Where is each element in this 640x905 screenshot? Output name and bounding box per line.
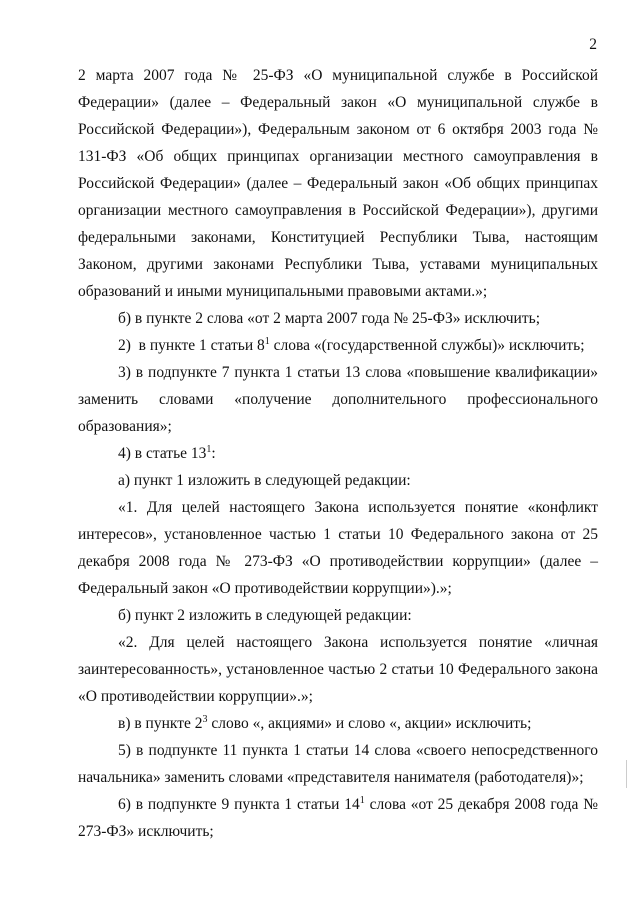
- superscript: 1: [359, 795, 365, 806]
- paragraph-text: слова «от 25 декабря 2008 года № 273-ФЗ» исключить;: [78, 796, 598, 840]
- superscript: 1: [264, 336, 270, 347]
- scan-margin-mark: [626, 760, 627, 788]
- paragraph-text: слово «, акциями» и слово «, акции» исключить;: [207, 715, 532, 732]
- paragraph-continuation: 2 марта 2007 года № 25-ФЗ «О муниципальной службе в Российской Федерации» (далее – Федеральный закон «О муниципальной службе в Российской Федерации»), Федеральным законом от 6 октября 2003 года № 131-ФЗ «Об общих принципах организации местного самоуправления в Российской Федерации» (далее – Федеральный закон «Об общих принципах организации местного самоуправления в Российской Федерации»), другими федеральными законами, Конституцией Республики Тыва, настоящим Законом, другими законами Республики Тыва, уставами муниципальных образований и иными муниципальными правовыми актами.»;: [78, 67, 598, 300]
- paragraph-text: 6) в подпункте 9 пункта 1 статьи 14: [118, 796, 360, 813]
- paragraph-item-3: 3) в подпункте 7 пункта 1 статьи 13 слова «повышение квалификации» заменить словами «получение дополнительного профессионального образования»;: [78, 364, 598, 435]
- superscript: 3: [202, 714, 208, 725]
- paragraph-quote-2: «2. Для целей настоящего Закона используется понятие «личная заинтересованность», установленное частью 2 статьи 10 Федерального закона «О противодействии коррупции».»;: [78, 634, 598, 705]
- paragraph-item-6: [78, 791, 598, 845]
- paragraph-text: слова «(государственной службы)» исключить;: [269, 337, 585, 354]
- paragraph-text: :: [211, 445, 216, 462]
- paragraph-item-2: [78, 332, 598, 359]
- paragraph-item-b-point-2: б) в пункте 2 слова «от 2 марта 2007 года № 25-ФЗ» исключить;: [118, 310, 541, 327]
- paragraph-item-b: б) пункт 2 изложить в следующей редакции:: [118, 607, 412, 624]
- paragraph-item-5: 5) в подпункте 11 пункта 1 статьи 14 слова «своего непосредственного начальника» заменить словами «представителя нанимателя (работодателя)»;: [78, 742, 598, 786]
- paragraph-item-4: [78, 440, 598, 467]
- paragraph-item-v: [78, 710, 598, 737]
- paragraph-text: 4) в статье 13: [118, 445, 207, 462]
- document-body: [78, 62, 598, 845]
- page-number: 2: [589, 36, 597, 53]
- paragraph-quote-1: «1. Для целей настоящего Закона используется понятие «конфликт интересов», установленное частью 1 статьи 10 Федерального закона от 25 декабря 2008 года № 273-ФЗ «О противодействии коррупции» (далее – Федеральный закон «О противодействии коррупции»).»;: [78, 499, 598, 597]
- paragraph-text: в) в пункте 2: [118, 715, 203, 732]
- superscript: 1: [206, 444, 212, 455]
- paragraph-item-a: а) пункт 1 изложить в следующей редакции:: [118, 472, 411, 489]
- paragraph-text: 2) в пункте 1 статьи 8: [118, 337, 265, 354]
